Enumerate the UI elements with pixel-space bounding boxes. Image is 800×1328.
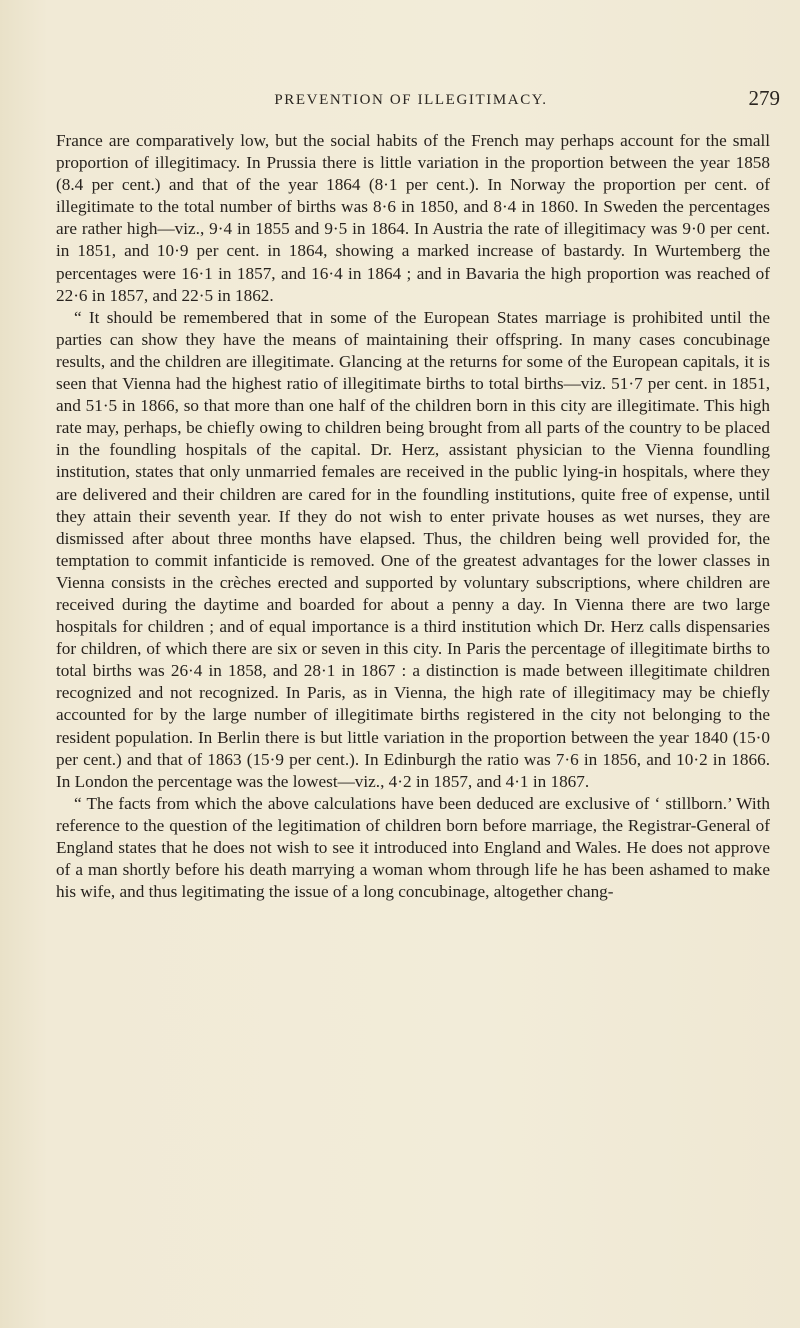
page-number: 279	[748, 86, 780, 110]
running-head: PREVENTION OF ILLEGITIMACY.	[274, 92, 548, 108]
paragraph: “ The facts from which the above calculations have been deduced are exclusive of ‘ stillborn.’ With reference to the question of the legitimation of children born before marriage, the Registrar-General of England states that he does not wish to see it introduced into England and Wales. He does not approve of a man shortly before his death marrying a woman whom through life he has been ashamed to make his wife, and thus legitimating the issue of a long concubinage, altogether chang-	[56, 793, 770, 902]
paragraph: “ It should be remembered that in some of the European States marriage is prohibited until the parties can show they have the means of maintaining their offspring. In many cases concubinage results, and the children are illegitimate. Glancing at the returns for some of the European capitals, it is seen that Vienna had the highest ratio of illegitimate births to total births—viz. 51·7 per cent. in 1851, and 51·5 in 1866, so that more than one half of the children born in this city are illegitimate. This high rate may, perhaps, be chiefly owing to children being brought from all parts of the country to be placed in the foundling hospitals of the capital. Dr. Herz, assistant physician to the Vienna foundling institution, states that only unmarried females are received in the public lying-in hospitals, where they are delivered and their children are cared for in the foundling institutions, quite free of expense, until they attain their seventh year. If they do not wish to enter private houses as wet nurses, they are dismissed after about three months have elapsed. Thus, the children being well provided for, the temptation to commit infanticide is removed. One of the greatest advantages for the lower classes in Vienna consists in the crèches erected and supported by voluntary subscriptions, where children are received during the daytime and boarded for about a penny a day. In Vienna there are two large hospitals for children ; and of equal importance is a third institution which Dr. Herz calls dispensaries for children, of which there are six or seven in this city. In Paris the percentage of illegitimate births to total births was 26·4 in 1858, and 28·1 in 1867 : a distinction is made between illegitimate children recognized and not recognized. In Paris, as in Vienna, the high rate of illegitimacy may be chiefly accounted for by the large number of illegitimate births registered in the city not belonging to the resident population. In Berlin there is but little variation in the proportion between the year 1840 (15·0 per cent.) and that of 1863 (15·9 per cent.). In Edinburgh the ratio was 7·6 in 1856, and 10·2 in 1866. In London the percentage was the lowest—viz., 4·2 in 1857, and 4·1 in 1867.	[56, 307, 770, 791]
paragraph: France are comparatively low, but the social habits of the French may perhaps account for the small proportion of illegitimacy. In Prussia there is little variation in the proportion between the year 1858 (8.4 per cent.) and that of the year 1864 (8·1 per cent.). In Norway the proportion per cent. of illegitimate to the total number of births was 8·6 in 1850, and 8·4 in 1860. In Sweden the percentages are rather high—viz., 9·4 in 1855 and 9·5 in 1864. In Austria the rate of illegitimacy was 9·0 per cent. in 1851, and 10·9 per cent. in 1864, showing a marked increase of bastardy. In Wurtemberg the percentages were 16·1 in 1857, and 16·4 in 1864 ; and in Bavaria the high proportion was reached of 22·6 in 1857, and 22·5 in 1862.	[56, 131, 770, 305]
page-header	[40, 86, 782, 116]
body-text	[56, 130, 770, 903]
